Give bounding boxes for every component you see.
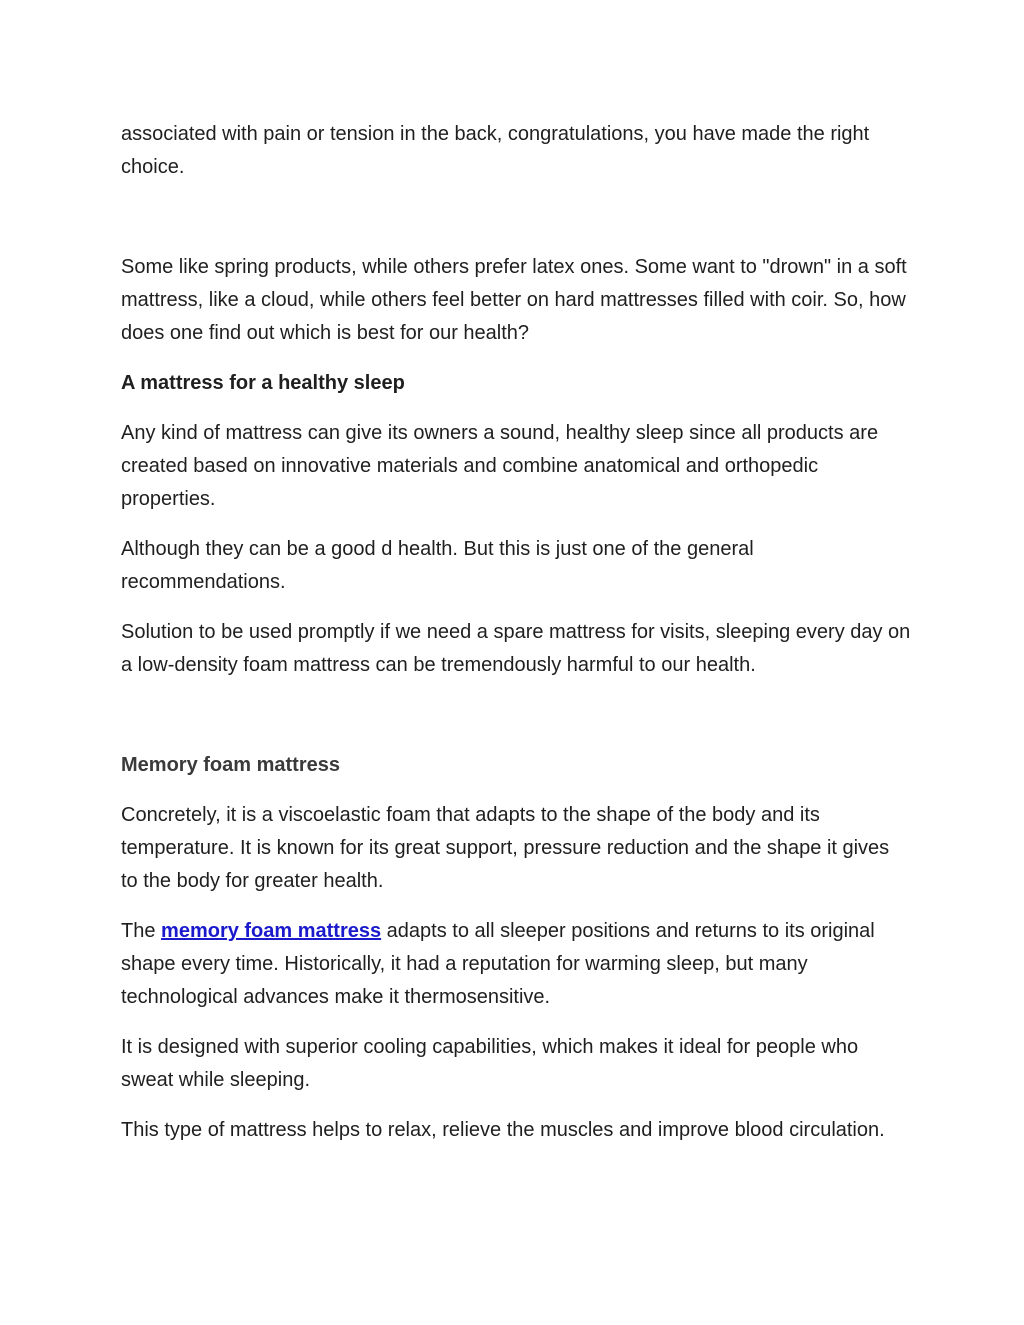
paragraph-relax: This type of mattress helps to relax, relieve the muscles and improve blood circulation. [121, 1119, 885, 1141]
paragraph-memory-foam-link [121, 915, 911, 1014]
heading-memory-foam: Memory foam mattress [121, 754, 340, 776]
paragraph-any-kind: Any kind of mattress can give its owners a sound, healthy sleep since all products are created based on innovative materials and combine anatomical and orthopedic properties. [121, 422, 879, 510]
memory-foam-mattress-link[interactable]: memory foam mattress [161, 920, 382, 942]
paragraph-concretely: Concretely, it is a viscoelastic foam that adapts to the shape of the body and its temperature. It is known for its great support, pressure reduction and the shape it gives to the body for greater health. [121, 804, 890, 892]
paragraph-solution: Solution to be used promptly if we need a spare mattress for visits, sleeping every day on a low-density foam mattress can be tremendously harmful to our health. [121, 621, 911, 676]
paragraph-cooling: It is designed with superior cooling capabilities, which makes it ideal for people who sweat while sleeping. [121, 1036, 859, 1091]
document-page [121, 118, 911, 1147]
paragraph-suffix-text: adapts to all sleeper positions and returns to its original shape every time. Historically, it had a reputation for warming sleep, but many technological advances make it thermosensitive. [121, 920, 875, 1008]
paragraph-prefix-text: The [121, 920, 162, 942]
paragraph-spring-latex: Some like spring products, while others prefer latex ones. Some want to "drown" in a soft mattress, like a cloud, while others feel better on hard mattresses filled with coir. So, how does one find out which is best for our health? [121, 256, 907, 344]
paragraph-although: Although they can be a good d health. But this is just one of the general recommendations. [121, 538, 754, 593]
heading-healthy-sleep: A mattress for a healthy sleep [121, 372, 405, 394]
paragraph-right-choice: associated with pain or tension in the back, congratulations, you have made the right choice. [121, 123, 870, 178]
